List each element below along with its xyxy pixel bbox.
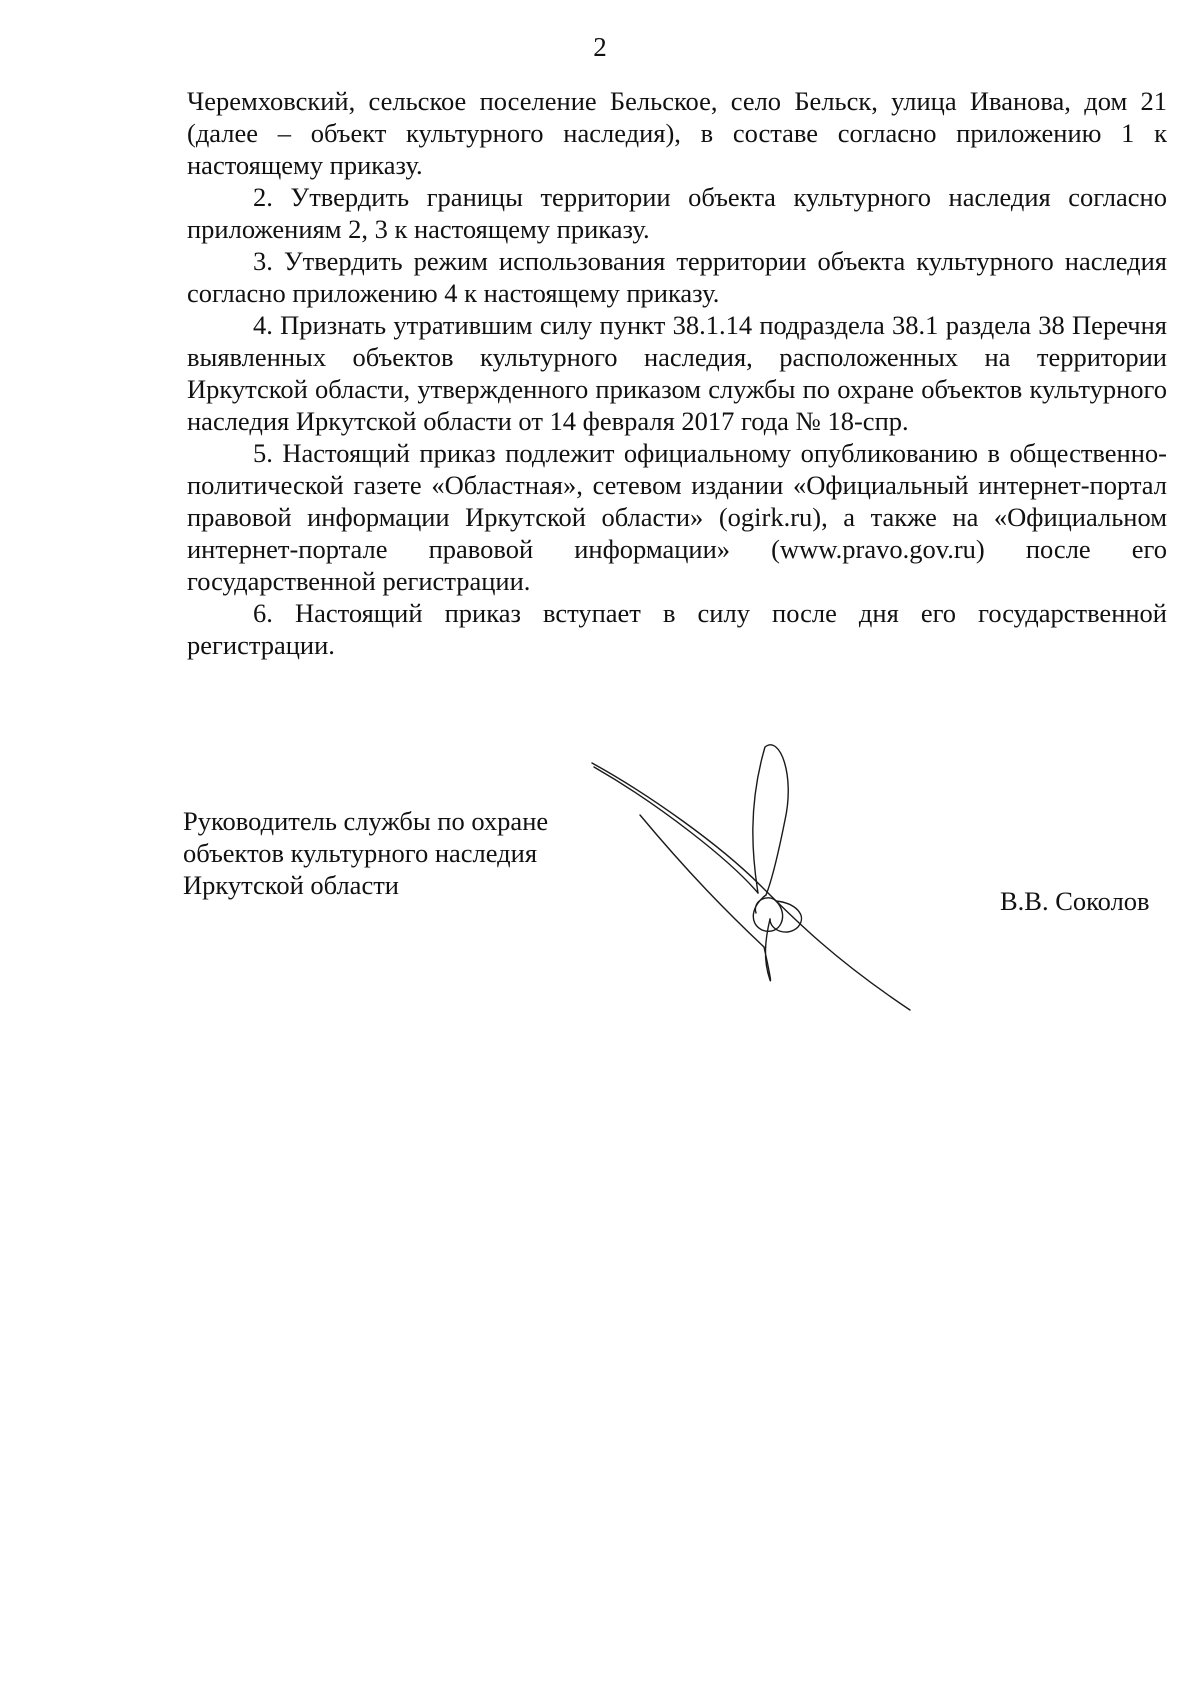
paragraph-item-4: 4. Признать утратившим силу пункт 38.1.14 подраздела 38.1 раздела 38 Перечня выявленных объектов культурного наследия, расположенных на территории Иркутской области, утвержденного приказом службы по охране объектов культурного наследия Иркутской области от 14 февраля 2017 года № 18-спр. xyxy=(187,310,1167,436)
paragraph-item-3: 3. Утвердить режим использования территории объекта культурного наследия согласно приложению 4 к настоящему приказу. xyxy=(187,246,1167,308)
signatory-position-line: Иркутской области xyxy=(183,870,399,900)
paragraph-item-5: 5. Настоящий приказ подлежит официальному опубликованию в общественно-политической газете «Областная», сетевом издании «Официальный интернет-портал правовой информации Иркутской области» (ogirk.ru), а также на «Официальном интернет-портале правовой информации» (www.pravo.gov.ru) после его государственной регистрации. xyxy=(187,438,1167,596)
handwritten-signature xyxy=(580,735,920,1025)
paragraph-item-2: 2. Утвердить границы территории объекта культурного наследия согласно приложениям 2, 3 к настоящему приказу. xyxy=(187,182,1167,244)
signatory-position xyxy=(183,805,603,901)
signatory-position-line: Руководитель службы по охране xyxy=(183,806,549,836)
paragraph-item-6: 6. Настоящий приказ вступает в силу после дня его государственной регистрации. xyxy=(187,598,1167,660)
signer-name: В.В. Соколов xyxy=(1000,886,1150,916)
document-body xyxy=(187,85,1167,661)
page-number: 2 xyxy=(593,32,607,62)
paragraph-intro-continuation: Черемховский, сельское поселение Бельское, село Бельск, улица Иванова, дом 21 (далее – объект культурного наследия), в составе согласно приложению 1 к настоящему приказу. xyxy=(187,86,1167,180)
signatory-position-line: объектов культурного наследия xyxy=(183,838,538,868)
